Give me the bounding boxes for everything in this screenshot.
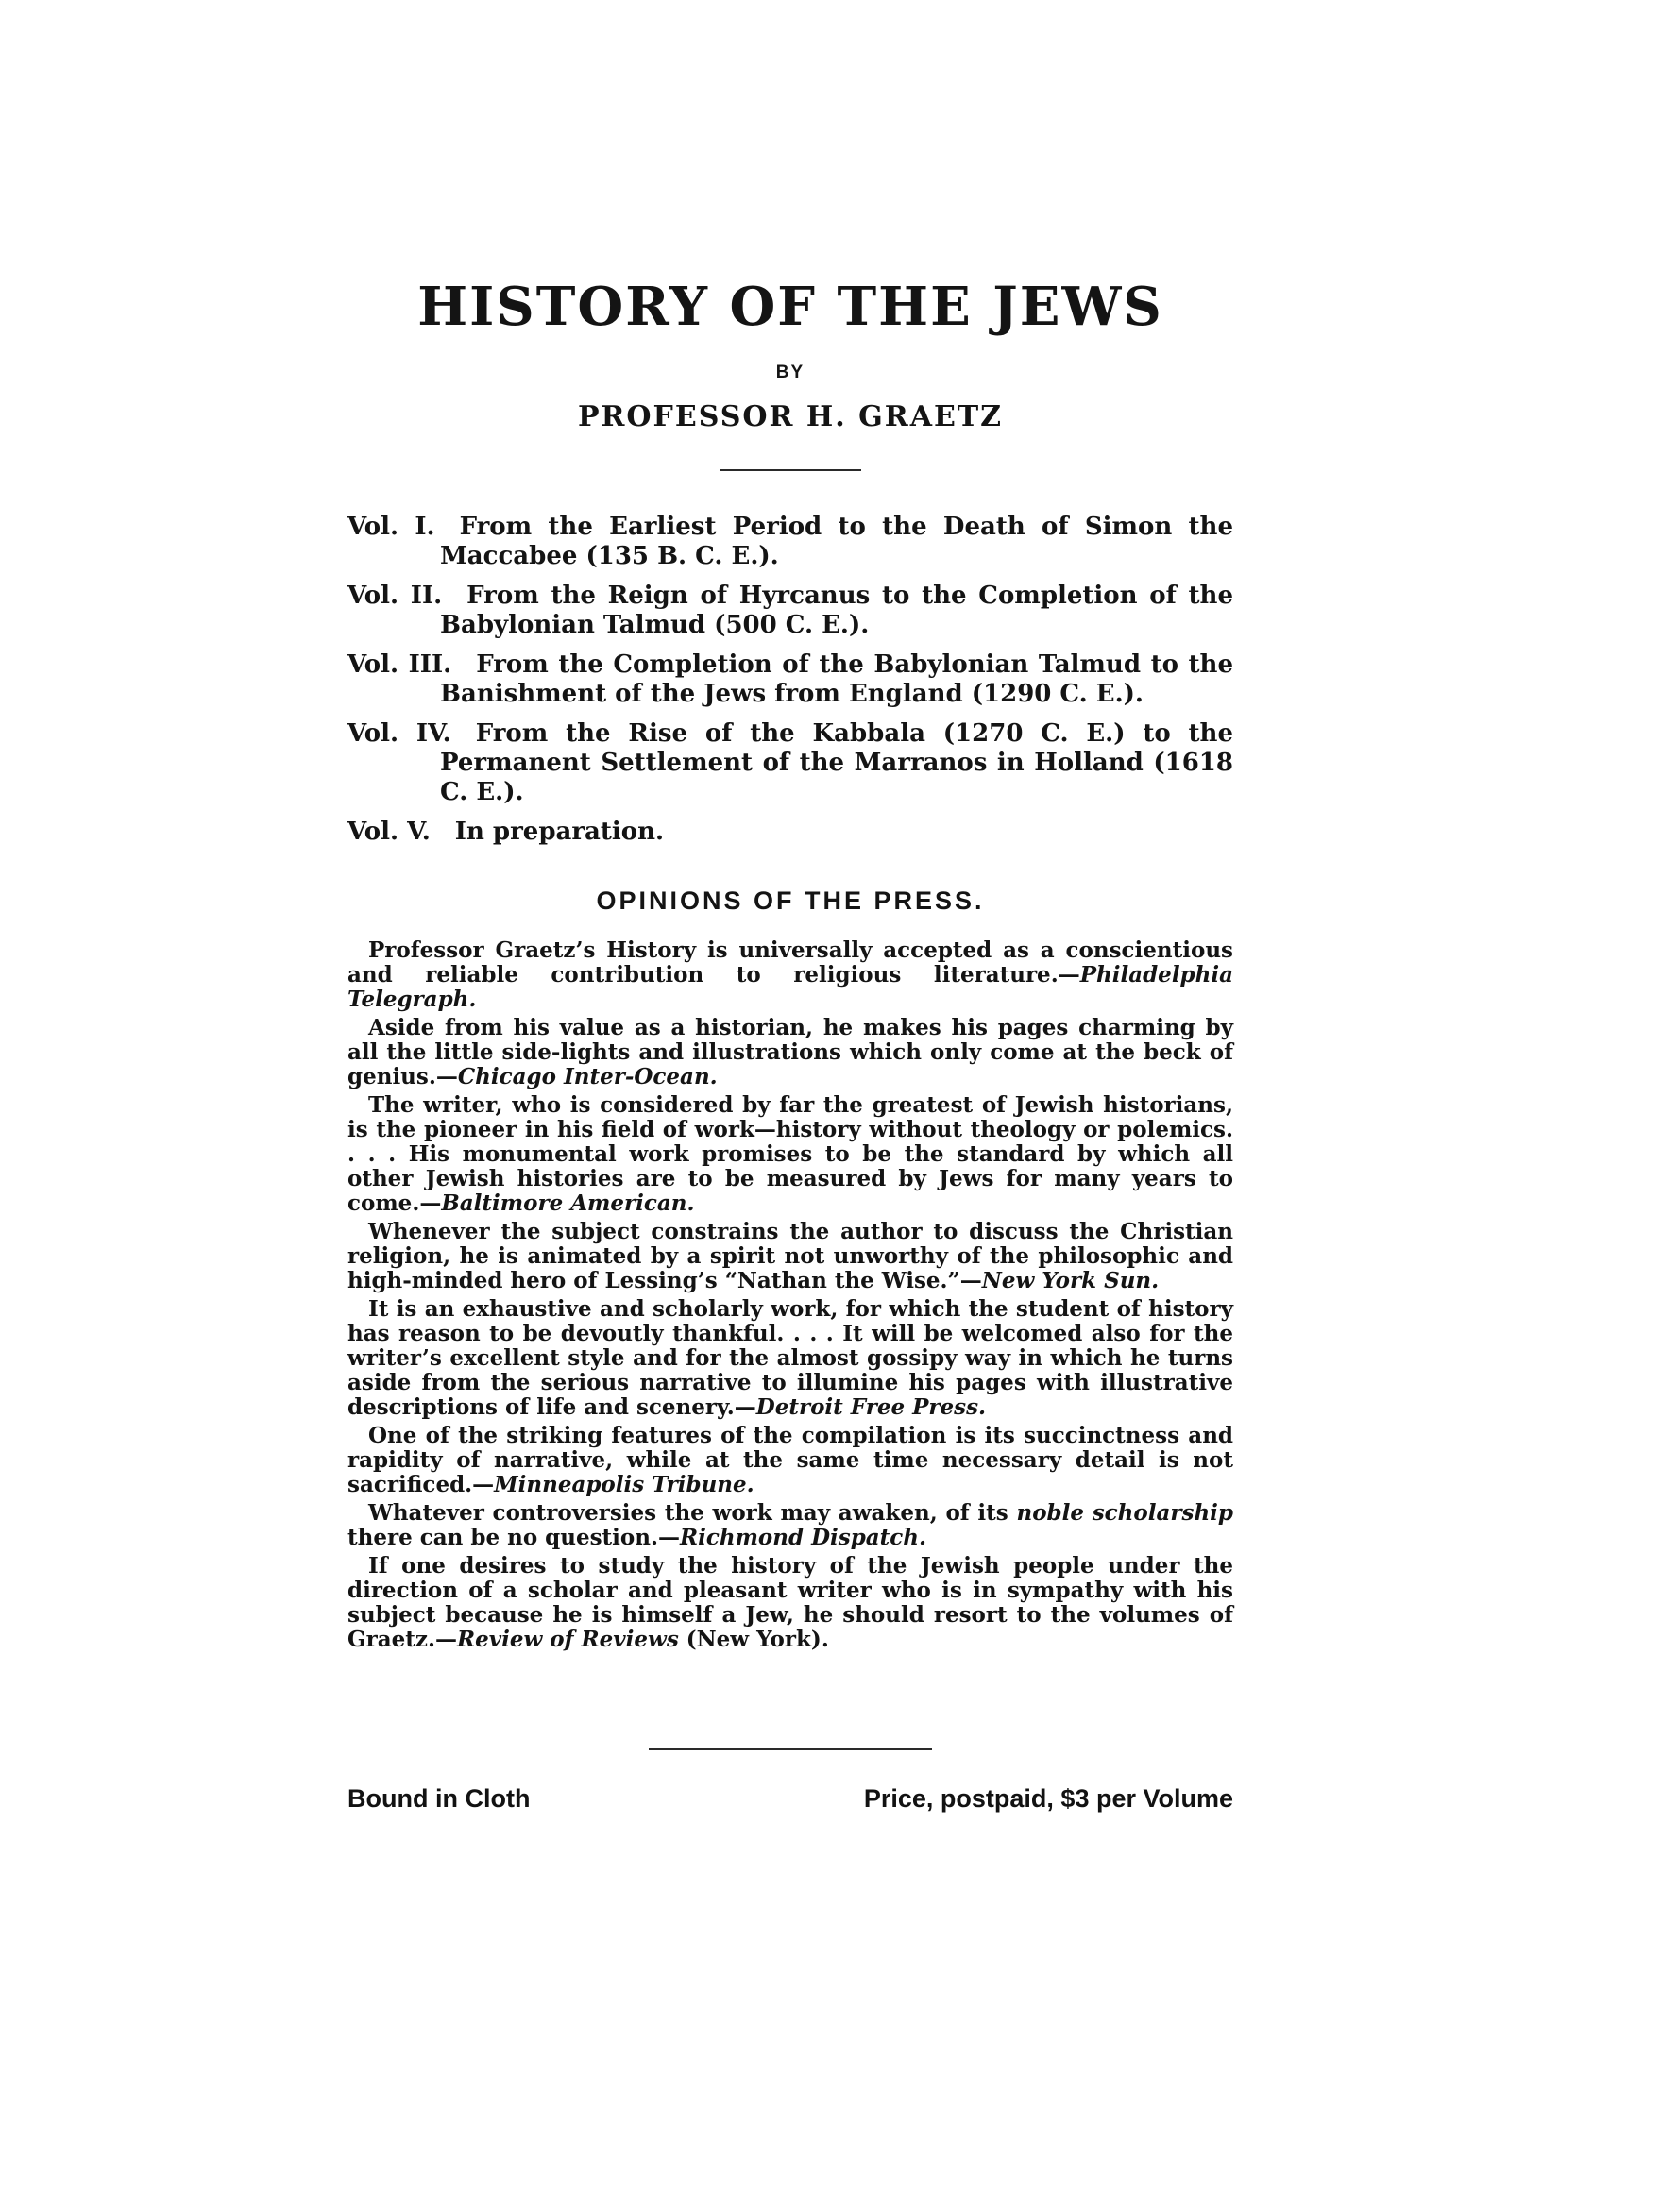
page-footer bbox=[347, 1748, 1233, 1814]
opinions-heading: OPINIONS OF THE PRESS. bbox=[596, 886, 985, 915]
volume-label: Vol. II. bbox=[347, 582, 443, 610]
opinion-paragraph bbox=[347, 1093, 1233, 1216]
volume-label: Vol. III. bbox=[347, 650, 452, 679]
opinion-text: Whatever controversies the work may awaken, of its bbox=[368, 1500, 1017, 1526]
opinion-paragraph bbox=[347, 1016, 1233, 1089]
page-content bbox=[347, 0, 1233, 1656]
press-source: noble scholarship bbox=[1016, 1500, 1233, 1526]
volume-text: From the Earliest Period to the Death of Simon the Maccabee (135 B. C. E.). bbox=[440, 513, 1233, 570]
opinion-text: there can be no question.— bbox=[347, 1525, 680, 1550]
opinion-paragraph bbox=[347, 1424, 1233, 1497]
press-source: Philadelphia Telegraph. bbox=[347, 962, 1233, 1012]
volume-label: Vol. I. bbox=[347, 513, 435, 541]
volume-item bbox=[347, 650, 1233, 709]
opinion-text: Professor Graetz’s History is universally accepted as a conscientious and reliable contribution to religious literature.— bbox=[347, 937, 1233, 988]
volume-item bbox=[347, 582, 1233, 640]
volume-label: Vol. IV. bbox=[347, 719, 451, 748]
opinion-text: The writer, who is considered by far the greatest of Jewish historians, is the pioneer in his field of work—history without theology or polemics. . . . His monumental work promises to be the standard by which all other Jewish histories are to be measured by Jews for many years to come.— bbox=[347, 1092, 1233, 1216]
volume-text: From the Completion of the Babylonian Talmud to the Banishment of the Jews from England (1290 C. E.). bbox=[440, 650, 1233, 708]
binding-info: Bound in Cloth bbox=[347, 1784, 531, 1813]
opinions-list bbox=[347, 938, 1233, 1652]
volume-text: In preparation. bbox=[454, 818, 665, 846]
opinion-text: Whenever the subject constrains the author to discuss the Christian religion, he is animated by a spirit not unworthy of the philosophic and high-minded hero of Lessing’s “Nathan the Wise.”— bbox=[347, 1219, 1233, 1293]
press-source: Detroit Free Press. bbox=[755, 1394, 987, 1420]
divider-rule bbox=[720, 469, 861, 471]
volume-text: From the Rise of the Kabbala (1270 C. E.) to the Permanent Settlement of the Marranos in Holland (1618 C. E.). bbox=[440, 719, 1233, 806]
press-source: Richmond Dispatch. bbox=[680, 1525, 927, 1550]
press-source: Review of Reviews bbox=[457, 1627, 679, 1652]
opinion-text: One of the striking features of the compilation is its succinctness and rapidity of narrative, while at the same time necessary detail is not sacrificed.— bbox=[347, 1423, 1233, 1497]
volume-label: Vol. V. bbox=[347, 818, 431, 846]
opinion-text: Aside from his value as a historian, he makes his pages charming by all the little side-lights and illustrations which only come at the beck of genius.— bbox=[347, 1015, 1233, 1089]
divider-rule bbox=[649, 1748, 932, 1750]
volume-item bbox=[347, 818, 1233, 847]
volume-text: From the Reign of Hyrcanus to the Completion of the Babylonian Talmud (500 C. E.). bbox=[440, 582, 1233, 639]
press-source: Baltimore American. bbox=[441, 1190, 695, 1216]
opinion-paragraph bbox=[347, 1297, 1233, 1420]
volume-item bbox=[347, 513, 1233, 571]
opinion-text: It is an exhaustive and scholarly work, for which the student of history has reason to be devoutly thankful. . . . It will be welcomed also for the writer’s excellent style and for the almost gossipy way in which he turns aside from the serious narrative to illumine his pages with illustrative descriptions of life and scenery.— bbox=[347, 1296, 1233, 1420]
volume-list bbox=[347, 513, 1233, 847]
author-name: PROFESSOR H. GRAETZ bbox=[577, 400, 1004, 433]
opinion-paragraph bbox=[347, 938, 1233, 1012]
price-info: Price, postpaid, $3 per Volume bbox=[863, 1784, 1233, 1813]
press-source: Chicago Inter-Ocean. bbox=[457, 1064, 718, 1089]
opinion-paragraph bbox=[347, 1501, 1233, 1550]
byline-label: BY bbox=[775, 363, 805, 382]
opinion-text: (New York). bbox=[678, 1627, 829, 1652]
volume-item bbox=[347, 719, 1233, 807]
opinion-paragraph bbox=[347, 1220, 1233, 1293]
press-source: New York Sun. bbox=[981, 1268, 1160, 1293]
footer-row bbox=[347, 1784, 1233, 1814]
press-source: Minneapolis Tribune. bbox=[494, 1472, 754, 1497]
opinion-text: If one desires to study the history of the Jewish people under the direction of a scholar and pleasant writer who is in sympathy with his subject because he is himself a Jew, he should resort to the volumes of Graetz.— bbox=[347, 1553, 1233, 1652]
opinion-paragraph bbox=[347, 1554, 1233, 1652]
page-title: HISTORY OF THE JEWS bbox=[417, 276, 1163, 338]
